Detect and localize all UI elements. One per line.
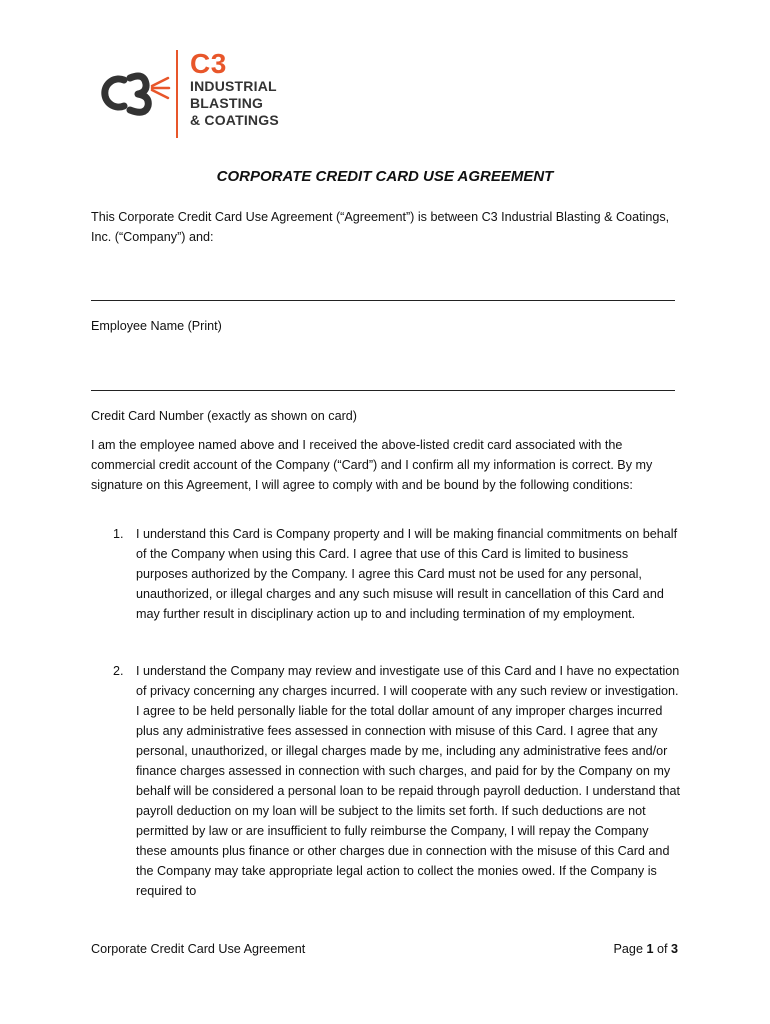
employee-name-line[interactable] xyxy=(91,300,675,301)
document-title: CORPORATE CREDIT CARD USE AGREEMENT xyxy=(216,168,554,185)
logo-wordmark xyxy=(190,50,279,129)
intro-paragraph: This Corporate Credit Card Use Agreement (“Agreement”) is between C3 Industrial Blasting & Coatings, Inc. (“Company”) and: xyxy=(91,210,670,244)
logo-line-1: INDUSTRIAL xyxy=(190,78,277,94)
condition-number: 1. xyxy=(113,527,124,541)
page-current: 1 xyxy=(646,942,654,956)
condition-text: I understand this Card is Company property and I will be making financial commitments on behalf of the Company when using this Card. I agree that use of this Card is limited to business purposes authorized by the Company. I agree this Card must not be used for any personal, unauthorized, or illegal charges and any such misuse will result in cancellation of this Card and may further result in disciplinary action up to and including termination of my employment. xyxy=(136,527,678,621)
logo-divider xyxy=(176,50,178,138)
statement-paragraph: I am the employee named above and I received the above-listed credit card associated with the commercial credit account of the Company (“Card”) and I confirm all my information is correct. By my signature on this Agreement, I will agree to comply with and be bound by the following conditions: xyxy=(91,438,653,492)
employee-name-label: Employee Name (Print) xyxy=(91,319,222,333)
logo-brand: C3 xyxy=(190,48,227,79)
page-word: Page xyxy=(613,942,643,956)
page-of: of xyxy=(656,942,668,956)
logo-line-2: BLASTING xyxy=(190,95,264,111)
logo-line-3: & COATINGS xyxy=(190,112,279,128)
page-total: 3 xyxy=(670,942,678,956)
company-logo xyxy=(94,48,304,140)
card-number-line[interactable] xyxy=(91,390,675,391)
condition-number: 2. xyxy=(113,664,124,678)
footer-title: Corporate Credit Card Use Agreement xyxy=(91,942,306,956)
c3-logo-icon xyxy=(94,56,174,126)
card-number-label: Credit Card Number (exactly as shown on card) xyxy=(91,409,357,423)
page-number xyxy=(614,942,678,956)
condition-text: I understand the Company may review and investigate use of this Card and I have no expectation of privacy concerning any charges incurred. I will cooperate with any such review or investigation. I agree to be held personally liable for the total dollar amount of any improper charges incurred plus any administrative fees assessed in connection with misuse of this Card. I agree that any personal, unauthorized, or illegal charges made by me, including any administrative fees and/or finance charges assessed in connection with such charges, and paid for by the Company on my behalf will be considered a personal loan to be repaid through payroll deduction. I understand that payroll deduction on my loan will be subject to the limits set forth. If such deductions are not permitted by law or are insufficient to fully reimburse the Company, I will repay the Company these amounts plus finance or other charges due in connection with the misuse of this Card and the Company may take appropriate legal action to collect the monies owed. If the Company is required to xyxy=(136,664,680,898)
